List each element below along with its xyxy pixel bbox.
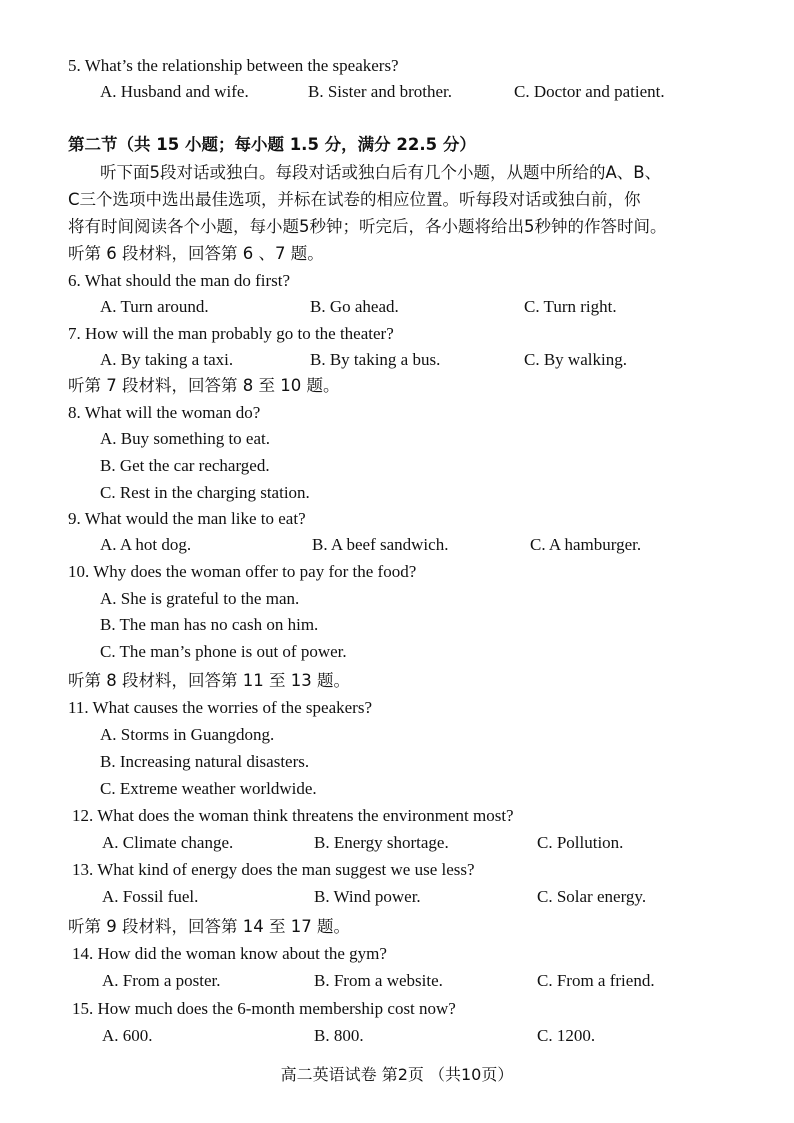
q12-option-c: C. Pollution.: [537, 833, 624, 852]
q7-option-c: C. By walking.: [524, 350, 627, 369]
q7-option-a: A. By taking a taxi.: [100, 350, 234, 369]
question-14: 14. How did the woman know about the gym?: [72, 944, 387, 963]
page-footer: 高二英语试卷 第2页 （共10页）: [280, 1065, 514, 1084]
question-7: 7. How will the man probably go to the theater?: [68, 324, 394, 343]
material-6-instruction: 听第 6 段材料，回答第 6 、7 题。: [68, 244, 324, 263]
q6-option-c: C. Turn right.: [524, 297, 617, 316]
q5-option-a: A. Husband and wife.: [100, 82, 249, 101]
q15-option-c: C. 1200.: [537, 1026, 596, 1045]
instruction-line-2: C三个选项中选出最佳选项，并标在试卷的相应位置。听每段对话或独白前，你: [68, 190, 641, 209]
instruction-line-3: 将有时间阅读各个小题，每小题5秒钟；听完后，各小题将给出5秒钟的作答时间。: [68, 217, 667, 236]
q15-option-a: A. 600.: [102, 1026, 153, 1045]
q13-option-a: A. Fossil fuel.: [102, 887, 199, 906]
q6-option-b: B. Go ahead.: [310, 297, 399, 316]
q12-option-b: B. Energy shortage.: [314, 833, 449, 852]
instruction-line-1: 听下面5段对话或独白。每段对话或独白后有几个小题，从题中所给的A、B、: [100, 163, 662, 182]
question-8: 8. What will the woman do?: [68, 403, 261, 422]
question-5: 5. What’s the relationship between the speakers?: [68, 56, 399, 75]
material-8-instruction: 听第 8 段材料，回答第 11 至 13 题。: [68, 671, 350, 690]
q11-option-c: C. Extreme weather worldwide.: [100, 779, 317, 798]
q9-option-c: C. A hamburger.: [530, 535, 642, 554]
q10-option-b: B. The man has no cash on him.: [100, 615, 319, 634]
q5-option-c: C. Doctor and patient.: [514, 82, 665, 101]
material-9-instruction: 听第 9 段材料，回答第 14 至 17 题。: [68, 917, 350, 936]
question-15: 15. How much does the 6-month membership cost now?: [72, 999, 456, 1018]
q13-option-c: C. Solar energy.: [537, 887, 647, 906]
q7-option-b: B. By taking a bus.: [310, 350, 441, 369]
q14-option-b: B. From a website.: [314, 971, 443, 990]
q13-option-b: B. Wind power.: [314, 887, 421, 906]
material-7-instruction: 听第 7 段材料，回答第 8 至 10 题。: [68, 376, 340, 395]
q14-option-c: C. From a friend.: [537, 971, 655, 990]
q11-option-b: B. Increasing natural disasters.: [100, 752, 310, 771]
q8-option-c: C. Rest in the charging station.: [100, 483, 310, 502]
q6-option-a: A. Turn around.: [100, 297, 209, 316]
section-heading-text: 第二节（共 15 小题；每小题 1.5 分，满分 22.5 分）: [68, 135, 476, 154]
q11-option-a: A. Storms in Guangdong.: [100, 725, 275, 744]
section-heading: [68, 134, 476, 156]
q10-option-a: A. She is grateful to the man.: [100, 589, 300, 608]
q9-option-b: B. A beef sandwich.: [312, 535, 449, 554]
question-12: 12. What does the woman think threatens the environment most?: [72, 806, 514, 825]
q9-option-a: A. A hot dog.: [100, 535, 192, 554]
q8-option-a: A. Buy something to eat.: [100, 429, 270, 448]
question-10: 10. Why does the woman offer to pay for the food?: [68, 562, 417, 581]
q15-option-b: B. 800.: [314, 1026, 364, 1045]
question-13: 13. What kind of energy does the man suggest we use less?: [72, 860, 475, 879]
question-9: 9. What would the man like to eat?: [68, 509, 306, 528]
q5-option-b: B. Sister and brother.: [308, 82, 453, 101]
q12-option-a: A. Climate change.: [102, 833, 234, 852]
q10-option-c: C. The man’s phone is out of power.: [100, 642, 347, 661]
question-6: 6. What should the man do first?: [68, 271, 291, 290]
q14-option-a: A. From a poster.: [102, 971, 221, 990]
q8-option-b: B. Get the car recharged.: [100, 456, 270, 475]
question-11: 11. What causes the worries of the speakers?: [68, 698, 372, 717]
